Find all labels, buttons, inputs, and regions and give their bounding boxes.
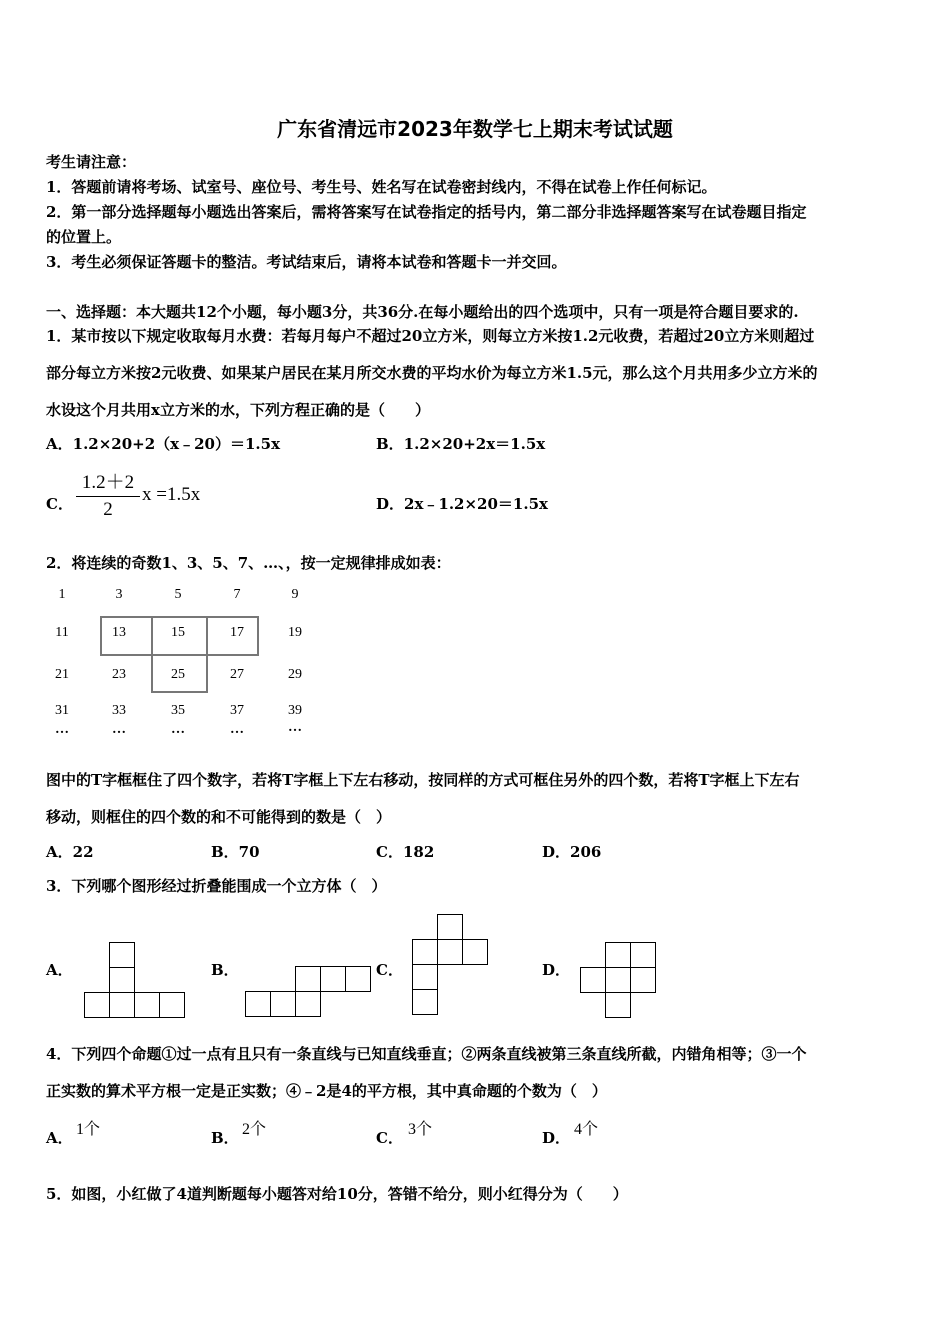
q3-option-a-label: A． [46,961,73,979]
table-cell: … [55,722,69,737]
t-frame-cell [206,616,259,656]
table-cell: 25 [171,667,185,682]
table-cell: 33 [112,703,126,718]
q1-option-d: D．2x﹣1.2×20＝1.5x [376,495,548,513]
q2-option-c: C．182 [376,843,435,861]
q2-stem: 2．将连续的奇数1、3、5、7、…、，按一定规律排成如表： [46,554,451,572]
table-cell: 17 [230,625,244,640]
t-frame-cell [151,616,208,656]
q2-option-a: A．22 [46,843,94,861]
table-cell: 7 [233,587,241,602]
q3-option-d-label: D． [542,961,571,979]
table-cell: 39 [288,703,302,718]
page-title: 广东省清远市2023年数学七上期末考试试题 [277,117,673,141]
table-cell: 29 [288,667,302,682]
table-cell: 23 [112,667,126,682]
t-frame-cell [151,654,208,693]
table-cell: 13 [112,625,126,640]
table-cell: … [230,722,244,737]
q1-option-a: A．1.2×20+2（x﹣20）＝1.5x [46,435,281,453]
notice-line: 3．考生必须保证答题卡的整洁。考试结束后，请将本试卷和答题卡一并交回。 [46,253,567,271]
table-cell: 5 [174,587,182,602]
q2-option-b: B．70 [211,843,260,861]
q2-option-d: D．206 [542,843,602,861]
q4-option-d-value: 4个 [574,1121,599,1138]
q1-option-b: B．1.2×20+2x＝1.5x [376,435,546,453]
notice-heading: 考生请注意： [46,153,137,171]
q1-fraction [76,470,140,523]
q3-option-b-label: B． [211,961,239,979]
q4-option-a-label: A． [46,1129,73,1147]
table-cell: 3 [115,587,123,602]
q5-stem: 5．如图，小红做了4道判断题每小题答对给10分，答错不给分，则小红得分为（ ） [46,1185,628,1203]
q4-option-d-label: D． [542,1129,571,1147]
table-cell: 11 [55,625,69,640]
q1-option-c-label: C． [46,495,73,513]
fraction-numerator: 1.2＋2 [76,470,140,497]
table-cell: 15 [171,625,185,640]
table-cell: 21 [55,667,69,682]
q4-option-a-value: 1个 [76,1121,101,1138]
table-cell: 9 [291,587,299,602]
table-cell: … [288,720,302,735]
q4-option-c-label: C． [376,1129,403,1147]
q4-stem: 正实数的算术平方根一定是正实数；④﹣2是4的平方根，其中真命题的个数为（ ） [46,1082,607,1100]
table-cell: 35 [171,703,185,718]
t-frame-cell [100,616,153,656]
table-cell: 37 [230,703,244,718]
q1-option-c-rest: x =1.5x [142,484,201,505]
q1-stem: 1．某市按以下规定收取每月水费：若每月每户不超过20立方米，则每立方米按1.2元收费，若超过20立方米则超过 [46,327,815,345]
table-cell: 27 [230,667,244,682]
notice-line: 1．答题前请将考场、试室号、座位号、考生号、姓名写在试卷密封线内，不得在试卷上作任何标记。 [46,178,717,196]
table-cell: … [171,722,185,737]
q1-stem: 部分每立方米按2元收费、如果某户居民在某月所交水费的平均水价为每立方米1.5元，那么这个月共用多少立方米的 [46,364,818,382]
notice-line: 的位置上。 [46,228,122,246]
q2-desc: 移动，则框住的四个数的和不可能得到的数是（ ） [46,808,392,826]
table-cell: 1 [58,587,66,602]
section-heading: 一、选择题：本大题共12个小题，每小题3分，共36分.在每小题给出的四个选项中，只有一项是符合题目要求的. [46,303,799,321]
fraction-denominator: 2 [103,499,113,520]
q4-option-c-value: 3个 [408,1121,433,1138]
q4-option-b-value: 2个 [242,1121,267,1138]
q1-stem: 水设这个月共用x立方米的水，下列方程正确的是（ ） [46,401,430,419]
table-cell: 31 [55,703,69,718]
q2-desc: 图中的T字框框住了四个数字，若将T字框上下左右移动，按同样的方式可框住另外的四个数，若将T字框上下左右 [46,771,800,789]
table-cell: … [112,722,126,737]
notice-line: 2．第一部分选择题每小题选出答案后，需将答案写在试卷指定的括号内，第二部分非选择题答案写在试卷题目指定 [46,203,807,221]
q3-option-c-label: C． [376,961,403,979]
q4-stem: 4．下列四个命题①过一点有且只有一条直线与已知直线垂直；②两条直线被第三条直线所截，内错角相等；③一个 [46,1045,807,1063]
q3-stem: 3．下列哪个图形经过折叠能围成一个立方体（ ） [46,877,387,895]
table-cell: 19 [288,625,302,640]
q4-option-b-label: B． [211,1129,239,1147]
